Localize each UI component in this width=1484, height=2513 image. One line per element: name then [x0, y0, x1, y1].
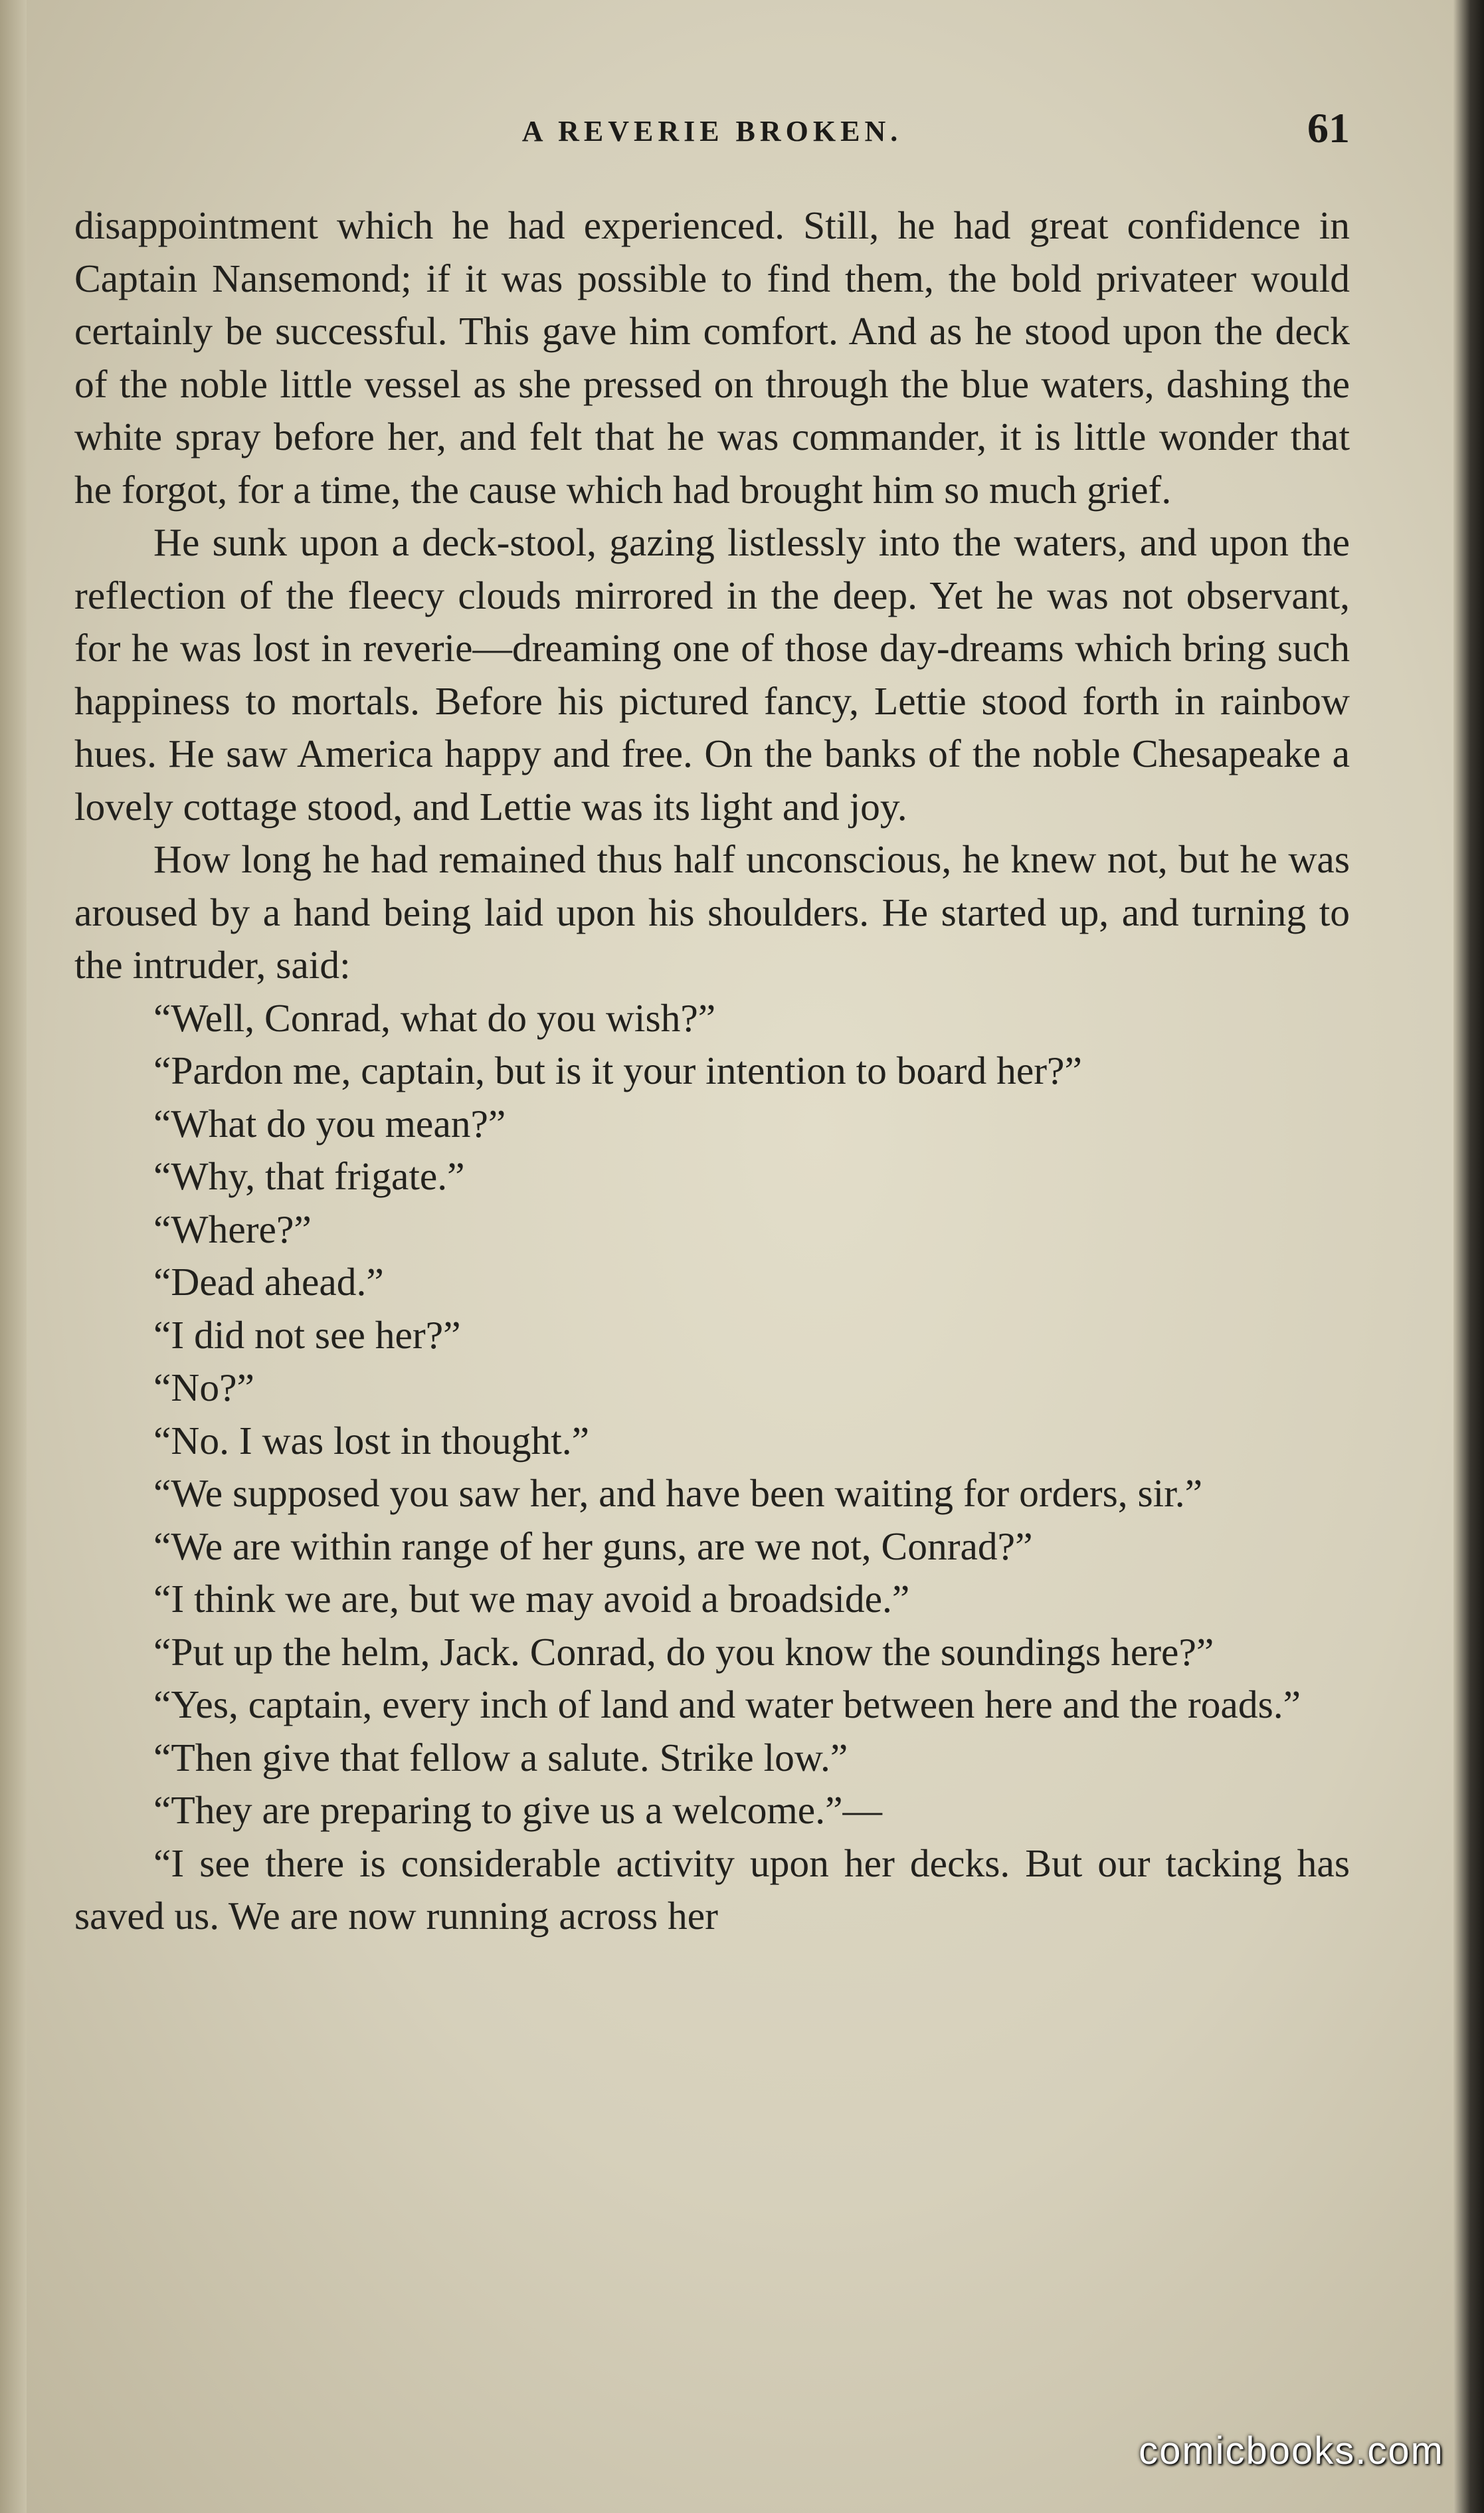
page-right-edge	[1453, 0, 1484, 2513]
dialogue-line: “They are preparing to give us a welcome.”—	[153, 1788, 882, 1832]
dialogue-line: “Why, that frigate.”	[153, 1154, 465, 1198]
dialogue-line: “Put up the helm, Jack. Conrad, do you know the soundings here?”	[153, 1629, 1214, 1674]
body-text	[74, 199, 1350, 1943]
running-head: A REVERIE BROKEN.	[521, 115, 903, 148]
dialogue-line: “I think we are, but we may avoid a broadside.”	[153, 1577, 910, 1621]
dialogue-line: “Where?”	[153, 1207, 312, 1251]
dialogue-line: “No?”	[153, 1365, 254, 1409]
paragraph: He sunk upon a deck-stool, gazing listlessly into the waters, and upon the reflection of the fleecy clouds mirrored in the deep. Yet he was not observant, for he was lost in reverie—dreaming one of those day-dreams which bring such happiness to mortals. Before his pictured fancy, Lettie stood forth in rainbow hues. He saw America happy and free. On the banks of the noble Chesapeake a lovely cottage stood, and Lettie was its light and joy.	[74, 520, 1350, 829]
dialogue-line: “I did not see her?”	[153, 1312, 461, 1357]
paragraph: How long he had remained thus half unconscious, he knew not, but he was aroused by a hand being laid upon his shoulders. He started up, and turning to the intruder, said:	[74, 837, 1350, 987]
dialogue-line: “We are within range of her guns, are we not, Conrad?”	[153, 1524, 1033, 1568]
dialogue-line: “No. I was lost in thought.”	[153, 1418, 590, 1462]
page-number: 61	[1307, 104, 1350, 151]
dialogue-line: “Dead ahead.”	[153, 1260, 384, 1304]
dialogue-line: “We supposed you saw her, and have been waiting for orders, sir.”	[153, 1471, 1203, 1515]
dialogue-line: “Pardon me, captain, but is it your intention to board her?”	[153, 1049, 1082, 1092]
site-watermark: comicbooks.com	[1139, 2429, 1444, 2472]
dialogue-line: “Yes, captain, every inch of land and water between here and the roads.”	[153, 1682, 1301, 1726]
dialogue-line: “I see there is considerable activity upon her decks. But our tacking has saved us. We are now running across her	[74, 1841, 1350, 1938]
page-header	[74, 100, 1350, 159]
dialogue-line: “Well, Conrad, what do you wish?”	[153, 995, 716, 1040]
page-left-edge	[0, 0, 27, 2513]
dialogue-line: “Then give that fellow a salute. Strike low.”	[153, 1735, 848, 1779]
paragraph: disappointment which he had experienced. Still, he had great confidence in Captain Nansemond; if it was possible to find them, the bold privateer would certainly be successful. This gave him comfort. And as he stood upon the deck of the noble little vessel as she pressed on through the blue waters, dashing the white spray before her, and felt that he was commander, it is little wonder that he forgot, for a time, the cause which had brought him so much grief.	[74, 203, 1350, 512]
dialogue-line: “What do you mean?”	[153, 1101, 506, 1146]
